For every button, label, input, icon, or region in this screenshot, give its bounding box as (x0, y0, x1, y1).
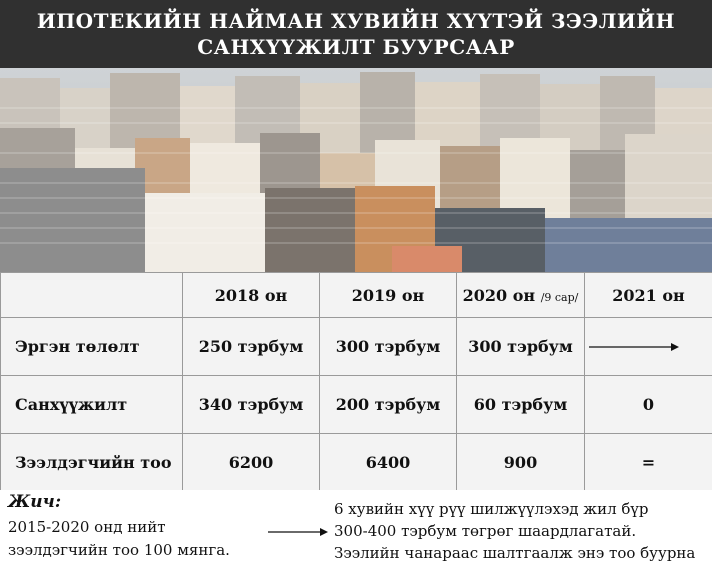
note-right-line-1: 6 хувийн хүү рүү шилжүүлэхэд жил бүр (334, 500, 649, 518)
table-cell: 60 тэрбум (457, 376, 585, 434)
column-header-2018: 2018 он (183, 273, 320, 318)
table-cell: 200 тэрбум (320, 376, 457, 434)
row-label-repayment: Эргэн төлөлт (1, 318, 183, 376)
table-row (1, 434, 712, 492)
note-left-line-2: зээлдэгчийн тоо 100 мянга. (8, 541, 230, 559)
column-header-2019: 2019 он (320, 273, 457, 318)
table-row (1, 318, 712, 376)
note-left-line-1: 2015-2020 онд нийт (8, 518, 166, 536)
table-cell: 300 тэрбум (320, 318, 457, 376)
table-cell: 300 тэрбум (457, 318, 585, 376)
note-right-line-3: Зээлийн чанараас шалтгаалж энэ тоо буурна (334, 544, 696, 562)
table-cell: 900 (457, 434, 585, 492)
skyline-illustration (0, 68, 712, 272)
table-cell: 6400 (320, 434, 457, 492)
table-header-row (1, 273, 712, 318)
mortgage-table-container (0, 272, 712, 490)
table-cell: 0 (585, 376, 712, 434)
table-cell: 340 тэрбум (183, 376, 320, 434)
header-empty-cell (1, 273, 183, 318)
table-cell: 250 тэрбум (183, 318, 320, 376)
table-cell: 6200 (183, 434, 320, 492)
table-cell-arrow (585, 318, 712, 376)
column-header-2021: 2021 он (585, 273, 712, 318)
arrow-right-icon (268, 526, 328, 538)
title-banner (0, 0, 712, 68)
mortgage-financing-table (0, 272, 712, 492)
column-header-2020-note: /9 сар/ (540, 290, 579, 304)
title-line-2: САНХҮҮЖИЛТ БУУРСААР (197, 35, 515, 59)
column-header-2020-label: 2020 он (462, 285, 536, 305)
row-label-borrowers: Зээлдэгчийн тоо (1, 434, 183, 492)
note-heading: Жич: (8, 492, 62, 512)
row-label-financing: Санхүүжилт (1, 376, 183, 434)
arrow-right-icon (589, 340, 679, 354)
note-right-line-2: 300-400 тэрбум төгрөг шаардлагатай. (334, 522, 637, 540)
column-header-2020 (457, 273, 585, 318)
city-skyline-photo (0, 68, 712, 272)
table-cell: = (585, 434, 712, 492)
footnote (0, 490, 712, 575)
table-row (1, 376, 712, 434)
title-line-1: ИПОТЕКИЙН НАЙМАН ХУВИЙН ХҮҮТЭЙ ЗЭЭЛИЙН (36, 9, 676, 33)
